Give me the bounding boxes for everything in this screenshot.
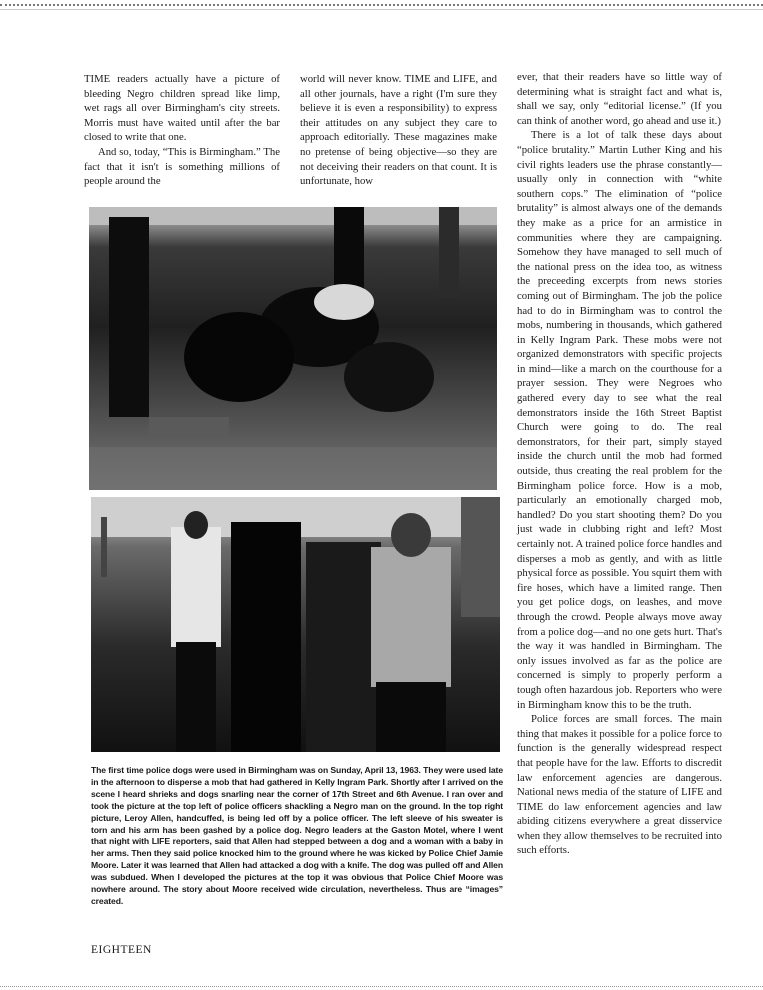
top-border-rule	[0, 4, 763, 10]
paragraph: ever, that their readers have so little way of determining what is straight fact and what is, shall we say, only “editorial license.” (If you can think of another word, go ahead and use it.)	[517, 71, 722, 127]
paragraph: And so, today, “This is Birmingham.” The fact that it isn't is something millions of people around the	[84, 145, 280, 188]
text-column-2	[300, 72, 497, 189]
paragraph: TIME readers actually have a picture of bleeding Negro children spread like limp, wet rags all over Birmingham's city streets. Morris must have waited until after the bar closed to write that one.	[84, 73, 280, 144]
page-folio: EIGHTEEN	[91, 944, 152, 956]
photo-caption: The first time police dogs were used in Birmingham was on Sunday, April 13, 1963. They were used late in the afternoon to disperse a mob that had gathered in Kelly Ingram Park. Shortly after I arrived on the scene I heard shrieks and dogs snarling near the corner of 17th Street and 6th Avenue. I ran over and took the picture at the top left of police officers shackling a Negro man on the ground. In the top right picture, Leroy Allen, handcuffed, is being led off by a police officer. The left sleeve of his sweater is torn and his arm has been gashed by a police dog. Negro leaders at the Gaston Motel, where I went that night with LIFE reporters, said that Allen had stepped between a dog and a woman with a baby in her arms. Then they said police knocked him to the ground where he was kicked by Police Chief Jamie Moore. Later it was learned that Allen had attacked a dog with a knife. The dog was pulled off and Allen was subdued. When I developed the pictures at the top it was obvious that Police Chief Moore was nowhere around. The story about Moore received wide circulation, nevertheless. Thus are “images” created.	[91, 765, 503, 906]
photo-leroy-allen-led-off	[91, 497, 500, 752]
text-column-1	[84, 72, 280, 189]
paragraph: There is a lot of talk these days about “police brutality.” Martin Luther King and his civil rights leaders use the phrase constantly—usually only in connection with “white southern cops.” The elimination of “police brutality” is almost always one of the demands they make as a price for an armistice in communities where they are campaigning. Somehow they have managed to sell much of the national press on the idea too, as witness the preceeding excerpts from news stories coming out of Birmingham. The job the police had to do in Birmingham was to control the mobs, numbering in thousands, which gathered in Kelly Ingram Park. These mobs were not organized demonstrators with specific projects in mind—like a march on the courthouse for a prayer session. They were Negroes who gathered every day to see what the real demonstrators inside the 16th Street Baptist Church were going to do. The real demonstrators, for their part, simply stayed inside the church until the mob had formed outside, thus creating the real problem for the Birmingham police force. How is a mob, particularly an emotionally charged mob, handled? Do you start shooting them? Do you just wade in clubbing right and left? Most certainly not. A trained police force handles and disperses a mob as gently, and with as little physical force as possible. You squirt them with fire hoses, which have a limited range. Then you get police dogs, on leashes, and move through the crowd. People always move away from a police dog—and no one gets hurt. That's the way it was handled in Birmingham. The only issues involved as far as the police are concerned is simply to properly perform a tough often hazardous job. Reporters who were in Birmingham know this to be the truth.	[517, 129, 722, 711]
photo-officers-shackling-man	[89, 207, 497, 490]
paragraph: Police forces are small forces. The main thing that makes it possible for a police force to function is the generally widespread respect that people have for the law. Efforts to discredit law enforcement agencies are dangerous. National news media of the stature of LIFE and TIME do law enforcement agencies and law abiding citizens everywhere a great disservice when they allow themselves to be recruited into such efforts.	[517, 713, 722, 857]
bottom-border-rule	[0, 986, 763, 987]
text-column-3	[517, 70, 722, 858]
paragraph: world will never know. TIME and LIFE, and all other journals, have a right (I'm sure they believe it is even a responsibility) to express their attitudes on any subject they care to approach editorially. These magazines make no pretense of being objective—so they are not deceiving their readers on that count. It is unfortunate, how	[300, 73, 497, 188]
